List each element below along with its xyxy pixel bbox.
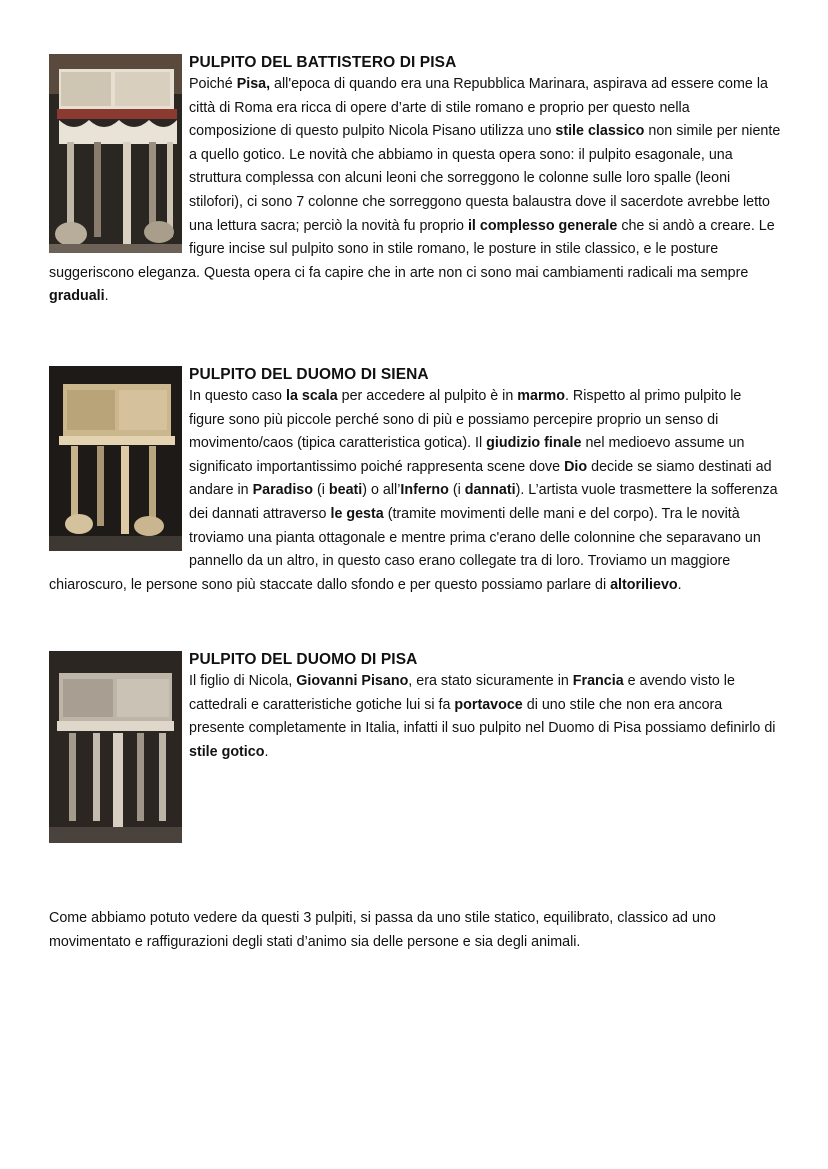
bold-term: graduali [49,288,105,305]
section-duomo-siena [49,364,781,597]
section-title: PULPITO DEL DUOMO DI SIENA [189,366,429,383]
bold-term: Giovanni Pisano [296,673,409,689]
bold-term: Dio [564,458,588,475]
text-run: , era stato sicuramente in [408,673,573,689]
text-run: che si andò a creare. Le figure incise sul pulpito sono in stile romano, le posture in stile classico, e le posture suggeriscono eleganza. Questa opera ci fa capire che in arte non ci sono mai cambiamenti radicali ma sempre [49,217,775,281]
text-run: (tramite movimenti delle mani e del corpo). Tra le novità troviamo una pianta ottagonale e mentre prima c'erano delle colonnine che separavano un pannello da un altro, in questo caso erano collegate tra di loro. Troviamo un maggiore chiaroscuro, le persone sono più staccate dallo sfondo e per questo possiamo parlare di [49,505,761,593]
section-battistero-pisa [49,52,781,309]
text-run: di uno stile che non era ancora presente completamente in Italia, infatti il suo pulpito nel Duomo di Pisa possiamo definirlo di [189,696,776,737]
text-run: non simile per niente a quello gotico. Le novità che abbiamo in questa opera sono: il pulpito esagonale, una struttura complessa con alcuni leoni che sorreggono le colonne sulle loro spalle (leoni stilofori), ci sono 7 colonne che sorreggono questa balaustra dove il sacerdote avrebbe letto una lettura sacra; perciò la novità fu proprio [189,123,781,234]
bold-term: la scala [285,388,338,404]
bold-term: stile classico [555,123,645,140]
text-run: e avendo visto le cattedrali e caratteristiche gotiche lui si fa [189,673,735,713]
bold-term: le gesta [330,505,384,522]
pulpit-duomo-pisa-image [49,651,182,843]
section-duomo-pisa [49,649,781,843]
bold-term: marmo [517,388,565,404]
pulpit-siena-image [49,366,182,551]
text-run: In questo caso [189,388,286,404]
text-run: (i [448,482,465,499]
text-run: . [104,288,109,305]
text-run: ). L’artista vuole trasmettere la sofferenza dei dannati attraverso [189,482,778,522]
text-run: Il figlio di Nicola, [189,673,297,689]
text-run: decide se siamo destinati ad andare in [189,458,772,499]
text-run: Poiché [189,76,237,92]
text-run: ) o all’ [362,482,401,499]
text-run: . [264,743,269,760]
text-run: . [677,576,682,593]
bold-term: stile gotico [189,743,265,760]
text-run: nel medioevo assume un significato importantissimo poiché rappresenta scene dove [189,435,745,475]
bold-term: giudizio finale [486,435,582,452]
text-run: all'epoca di quando era una Repubblica Marinara, aspirava ad essere come la città di Roma era ricca di opere d’arte di stile romano e proprio per questo nella composizione di questo pulpito Nicola Pisano utilizza uno [189,76,768,140]
bold-term: Pisa, [236,76,271,92]
bold-term: beati [328,482,363,499]
bold-term: dannati [464,482,516,499]
bold-term: il complesso generale [467,217,618,234]
section-title: PULPITO DEL BATTISTERO DI PISA [189,54,457,71]
text-run: . Rispetto al primo pulpito le figure sono più piccole perché sono di più e possiamo percepire proprio un senso di movimento/caos (tipica caratteristica gotica). Il [189,388,742,452]
bold-term: altorilievo [610,576,678,593]
text-run: (i [313,482,329,499]
pulpit-battistero-image [49,54,182,253]
conclusion-paragraph: Come abbiamo potuto vedere da questi 3 pulpiti, si passa da uno stile statico, equilibrato, classico ad uno movimentato e raffigurazioni degli stati d’animo sia delle persone e sia degli animali. [49,910,716,950]
bold-term: Inferno [400,482,449,499]
bold-term: portavoce [454,696,523,713]
section-title: PULPITO DEL DUOMO DI PISA [189,651,418,668]
text-run: per accedere al pulpito è in [337,388,518,404]
bold-term: Paradiso [252,482,313,499]
bold-term: Francia [572,673,624,689]
